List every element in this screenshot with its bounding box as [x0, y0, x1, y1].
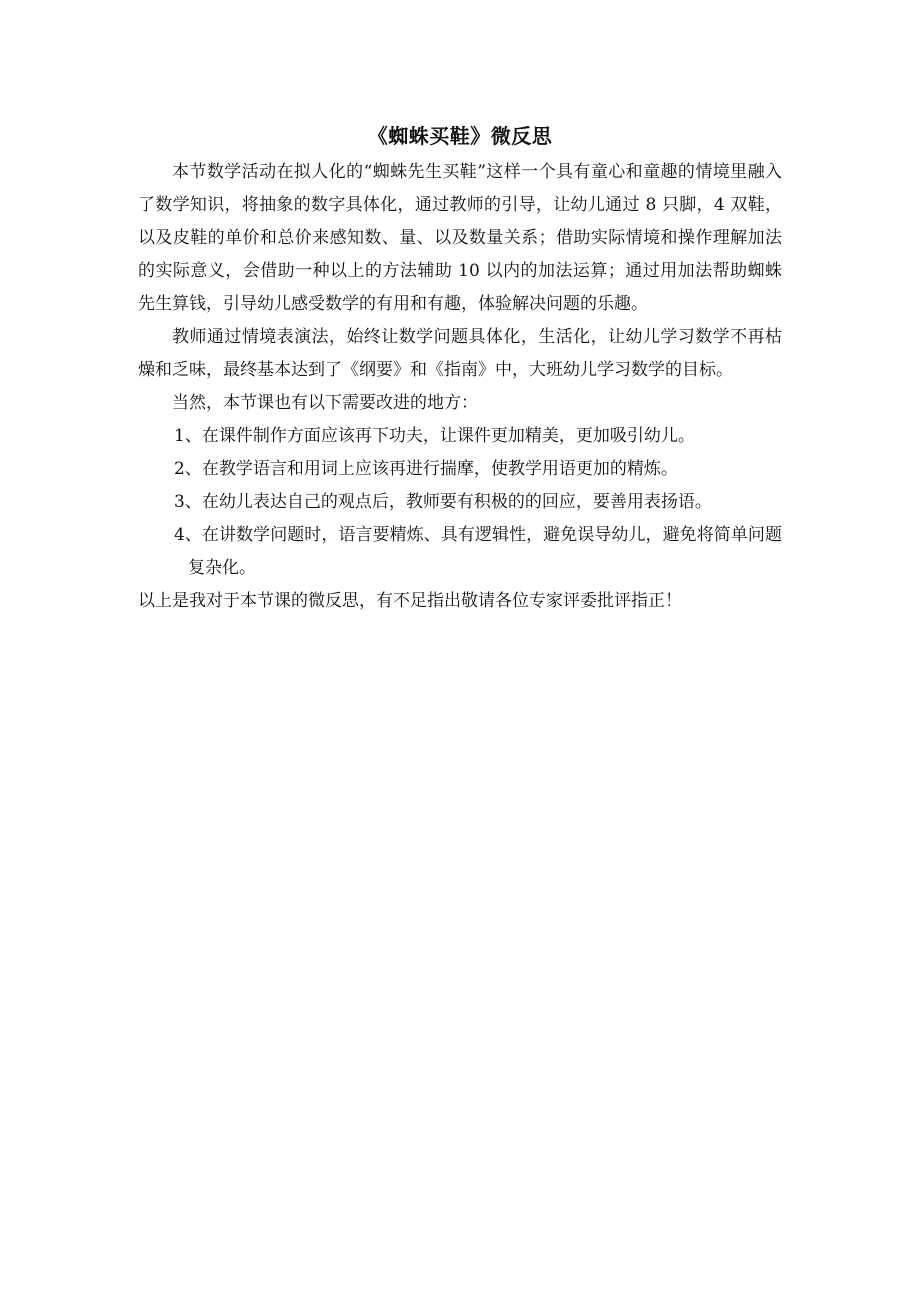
list-item: 2、在教学语言和用词上应该再进行揣摩，使教学用语更加的精炼。: [174, 459, 678, 479]
list-item: 4、在讲数学问题时，语言要精炼、具有逻辑性，避免误导幼儿，避免将简单问题复杂化。: [174, 525, 782, 578]
paragraph-method: 教师通过情境表演法，始终让数学问题具体化，生活化，让幼儿学习数学不再枯燥和乏味，最终基本达到了《纲要》和《指南》中，大班幼儿学习数学的目标。: [138, 327, 782, 380]
closing-statement: 以上是我对于本节课的微反思，有不足指出敬请各位专家评委批评指正！: [138, 591, 682, 611]
list-item: 1、在课件制作方面应该再下功夫，让课件更加精美，更加吸引幼儿。: [174, 426, 695, 446]
list-item: 3、在幼儿表达自己的观点后，教师要有积极的的回应，要善用表扬语。: [174, 492, 712, 512]
paragraph-intro: 本节数学活动在拟人化的“蜘蛛先生买鞋”这样一个具有童心和童趣的情境里融入了数学知识，将抽象的数字具体化，通过教师的引导，让幼儿通过 8 只脚，4 双鞋，以及皮鞋的单价和总价来感知数、量、以及数量关系；借助实际情境和操作理解加法的实际意义，会借助一种以上的方法辅助 10 以内的加法运算；通过用加法帮助蜘蛛先生算钱，引导幼儿感受数学的有用和有趣，体验解决问题的乐趣。: [138, 162, 782, 314]
document-body: [138, 118, 782, 618]
paragraph-improvements-intro: 当然，本节课也有以下需要改进的地方：: [172, 393, 478, 413]
document-title: 《蜘蛛买鞋》微反思: [367, 124, 553, 148]
